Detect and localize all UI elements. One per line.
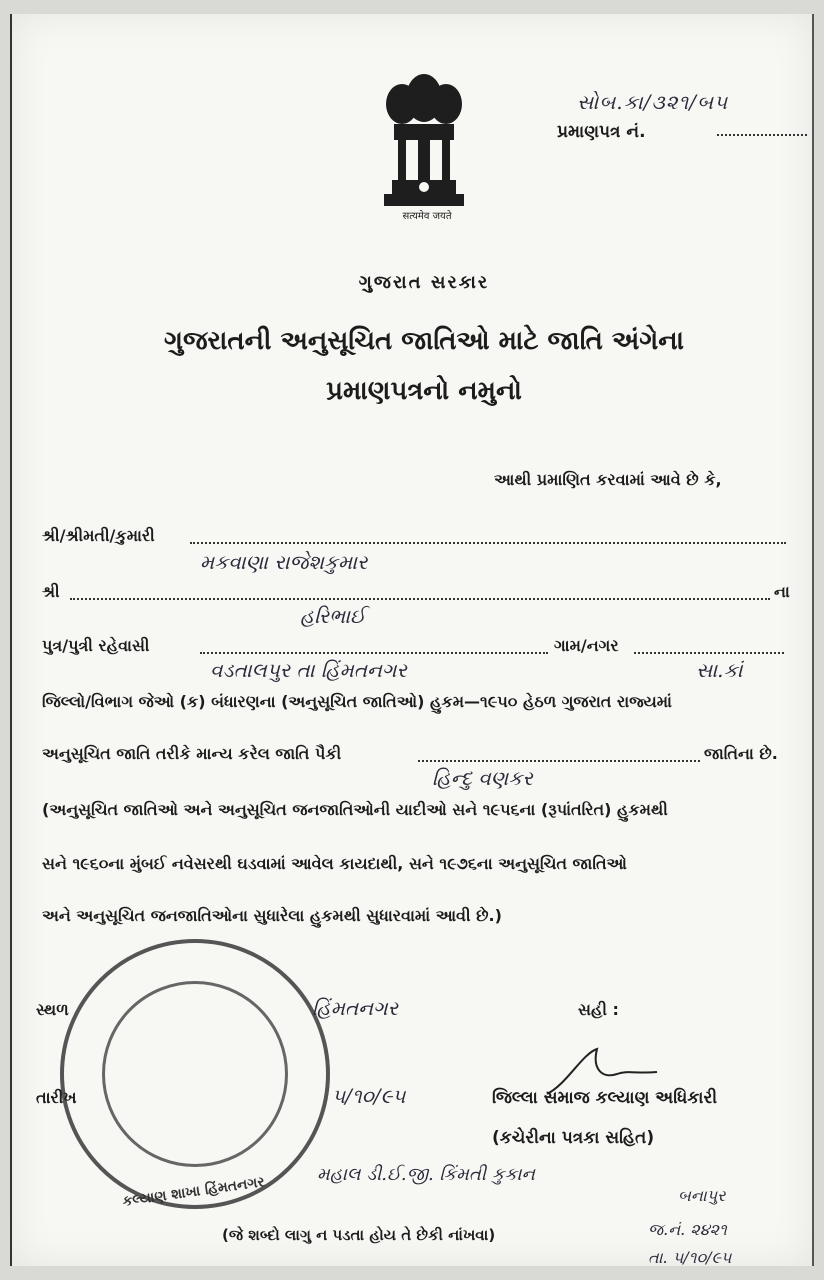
place-value: હિંમતનગર bbox=[312, 996, 398, 1020]
office-seal bbox=[60, 939, 330, 1209]
list-line3: અને અનુસૂચિત જનજાતિઓના સુધારેલા હુકમથી સુધારવામાં આવી છે.) bbox=[42, 906, 502, 925]
village-label: ગામ/નગર bbox=[554, 636, 619, 655]
intro-text: આથી પ્રમાણિત કરવામાં આવે છે કે, bbox=[494, 470, 722, 489]
name-value: મકવાણા રાજેશકુમાર bbox=[200, 550, 368, 574]
handwritten-note: મહાલ ડી.ઈ.જી. કિંમતી કુકાન bbox=[317, 1164, 535, 1185]
village-value: વડતાલપુર તા હિંમતનગર bbox=[210, 658, 407, 682]
resident-dots bbox=[200, 652, 548, 654]
village-dots bbox=[634, 652, 784, 654]
caste-value: હિન્દુ વણકર bbox=[432, 766, 533, 790]
father-dots bbox=[70, 598, 770, 600]
father-label: શ્રી bbox=[42, 582, 60, 601]
certificate-sheet bbox=[10, 14, 814, 1266]
handwritten-note-2: બનાપુર bbox=[678, 1186, 726, 1205]
certificate-number-dots bbox=[717, 134, 807, 136]
caste-dots bbox=[418, 760, 700, 762]
officer-office: (કચેરીના પત્રકા સહિત) bbox=[492, 1128, 655, 1148]
instruction-note: (જે શબ્દો લાગુ ન પડતા હોય તે છેકી નાંખવા) bbox=[222, 1226, 496, 1244]
name-label: શ્રી/શ્રીમતી/કુમારી bbox=[42, 526, 155, 545]
government-heading: ગુજરાત સરકાર bbox=[358, 272, 490, 293]
place-label: સ્થળ bbox=[36, 1000, 69, 1019]
caste-prefix: અનુસૂચિત જાતિ તરીકે માન્ય કરેલ જાતિ પૈકી bbox=[42, 744, 342, 763]
handwritten-note-4: તા. ૫/૧૦/૯૫ bbox=[648, 1248, 732, 1267]
officer-title: જિલ્લા સમાજ કલ્યાણ અધિકારી bbox=[492, 1088, 718, 1108]
father-value: હરિભાઈ bbox=[300, 604, 366, 628]
emblem-motto: सत्यमेव जयते bbox=[402, 211, 452, 222]
name-dots bbox=[190, 542, 786, 544]
caste-suffix: જાતિના છે. bbox=[704, 744, 778, 763]
certificate-number-handwritten: સોબ.કા/૩૨૧/બ૫ bbox=[577, 90, 729, 114]
date-value: ૫/૧૦/૯૫ bbox=[332, 1084, 406, 1108]
national-emblem-icon bbox=[374, 54, 474, 229]
list-line2: સને ૧૯૬૦ના મુંબઈ નવેસરથી ઘડવામાં આવેલ કાયદાથી, સને ૧૯૭૬ના અનુસૂચિત જાતિઓ bbox=[42, 854, 627, 873]
father-suffix: ના bbox=[774, 582, 790, 601]
date-label: તારીખ bbox=[36, 1088, 77, 1107]
seal-text: કલ્યાણ શાખા હિંમતનગર bbox=[121, 1174, 266, 1210]
certificate-number-label: પ્રમાણપત્ર નં. bbox=[557, 122, 646, 142]
handwritten-note-3: જ.નં. ૨૪૨૧ bbox=[648, 1220, 727, 1239]
list-line1: (અનુસૂચિત જાતિઓ અને અનુસૂચિત જનજાતિઓની યાદીઓ સને ૧૯૫૬ના (રૂપાંતરિત) હુકમથી bbox=[42, 800, 668, 819]
resident-label: પુત્ર/પુત્રી રહેવાસી bbox=[42, 636, 150, 655]
signature-label: સહી : bbox=[578, 1000, 619, 1019]
certificate-title-line2: પ્રમાણપત્રનો નમુનો bbox=[326, 376, 522, 406]
district-line: જિલ્લો/વિભાગ જેઓ (ક) બંધારણના (અનુસૂચિત જાતિઓ) હુકમ—૧૯૫૦ હેઠળ ગુજરાત રાજ્યમાં bbox=[42, 692, 672, 711]
certificate-title-line1: ગુજરાતની અનુસૂચિત જાતિઓ માટે જાતિ અંગેના bbox=[163, 326, 685, 356]
seal-inner-ring bbox=[102, 981, 288, 1167]
village-extra: સા.કાં bbox=[696, 658, 743, 682]
